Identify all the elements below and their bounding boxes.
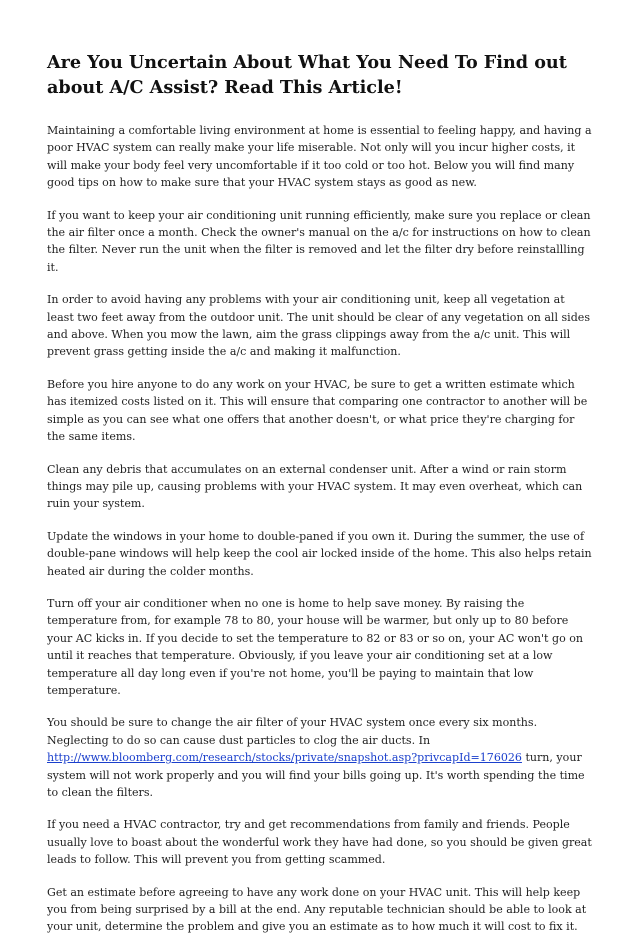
paragraph-text-before-link: You should be sure to change the air filter of your HVAC system once every six months. Neglecting to do so can cause dust particles to clog the air ducts. In [47,716,538,747]
paragraph-intro: Maintaining a comfortable living environment at home is essential to feeling happy, and having a poor HVAC system can really make your life miserable. Not only will you incur higher costs, it will make your body feel very uncomfortable if it too cold or too hot. Below you will find many good tips on how to make sure that your HVAC system stays as good as new. [47,124,592,190]
paragraph-written-estimate: Before you hire anyone to do any work on your HVAC, be sure to get a written estimate which has itemized costs listed on it. This will ensure that comparing one contractor to another will be simple as you can see what one offers that another doesn't, or what price they're charging for the same items. [47,377,588,444]
paragraph-recommendations: If you need a HVAC contractor, try and get recommendations from family and friends. People usually love to boast about the wonderful work they have had done, so you should be given great leads to follow. This will prevent you from getting scammed. [47,818,592,867]
paragraph-estimate-before-work: Get an estimate before agreeing to have any work done on your HVAC unit. This will help keep you from being surprised by a bill at the end. Any reputable technician should be able to look at your unit, determine the problem and give you an estimate as to how much it will cost to fix it. [47,885,587,934]
article-title: Are You Uncertain About What You Need To Find out about A/C Assist? Read This Article! [47,52,567,98]
paragraph-air-filter: If you want to keep your air conditioning unit running efficiently, make sure you replace or clean the air filter once a month. Check the owner's manual on the a/c for instructions on how to clean the filter. Never run the unit when the filter is removed and let the filter dry before reinstallling it. [47,208,591,274]
paragraph-temperature: Turn off your air conditioner when no one is home to help save money. By raising the temperature from, for example 78 to 80, your house will be warmer, but only up to 80 before your AC kicks in. If you decide to set the temperature to 82 or 83 or so on, your AC won't go on until it reaches that temperature. Obviously, if you leave your air conditioning set at a low temperature all day long even if you're not home, you'll be paying to maintain that low temperature. [47,596,583,697]
paragraph-filter-link [47,714,592,801]
paragraph-text-after-link: turn, your system will not work properly and you will find your bills going up. It's worth spending the time to clean the filters. [47,751,585,799]
paragraph-windows: Update the windows in your home to double-paned if you own it. During the summer, the use of double-pane windows will help keep the cool air locked inside of the home. This also helps retain heated air during the colder months. [47,529,592,578]
bloomberg-link[interactable]: http://www.bloomberg.com/research/stocks/private/snapshot.asp?privcapId=176026 [47,751,522,765]
paragraph-condenser-debris: Clean any debris that accumulates on an external condenser unit. After a wind or rain storm things may pile up, causing problems with your HVAC system. It may even overheat, which can ruin your system. [47,462,583,511]
paragraph-vegetation: In order to avoid having any problems with your air conditioning unit, keep all vegetation at least two feet away from the outdoor unit. The unit should be clear of any vegetation on all sides and above. When you mow the lawn, aim the grass clippings away from the a/c unit. This will prevent grass getting inside the a/c and making it malfunction. [47,293,590,359]
